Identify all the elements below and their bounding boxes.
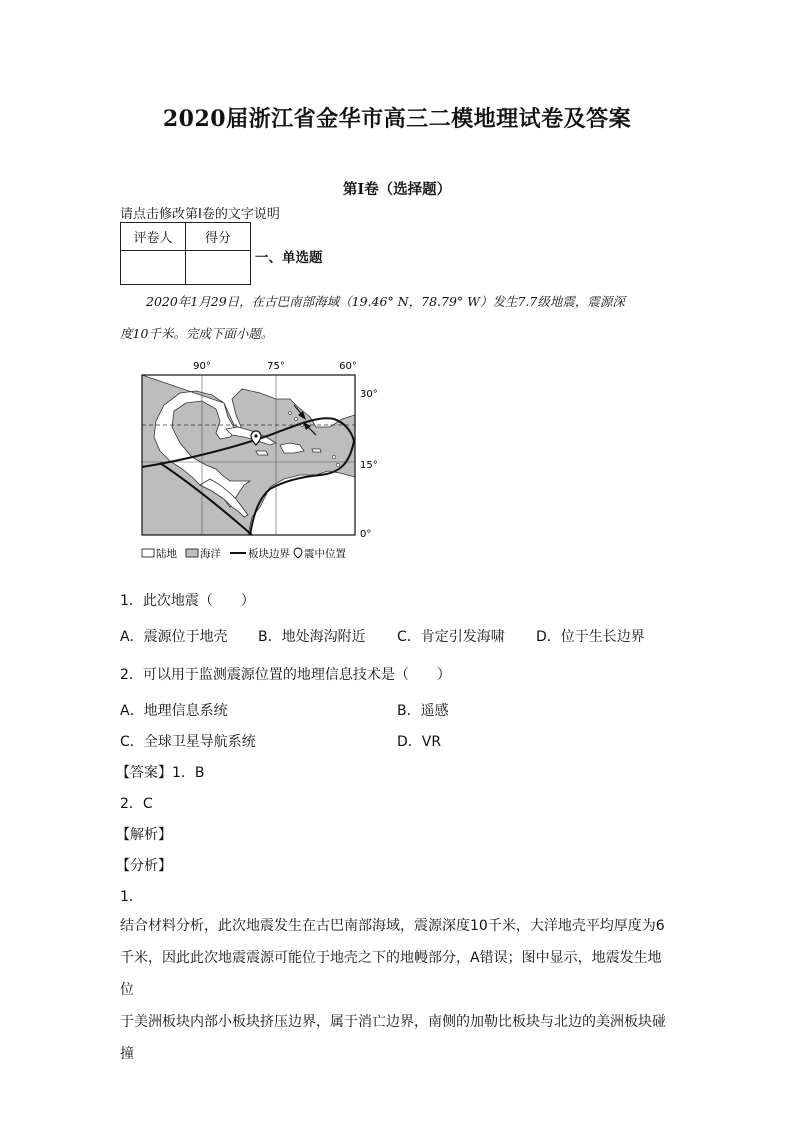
lon-label-75: 75° — [267, 361, 285, 372]
section-title: 第I卷（选择题） — [342, 181, 452, 198]
q1-option-a[interactable]: A．震源位于地壳 — [120, 629, 228, 645]
q2-option-a[interactable]: A．地理信息系统 — [120, 703, 228, 719]
legend-ocean-label: 海洋 — [200, 548, 221, 560]
jamaica-land — [256, 451, 268, 455]
part-heading: 一、单选题 — [255, 250, 323, 266]
lesser-antilles-island — [289, 412, 292, 415]
question-1-stem: 1．此次地震（ ） — [120, 593, 255, 609]
puerto-rico-land — [312, 449, 321, 452]
intro-line-2: 度10千米。完成下面小题。 — [120, 326, 274, 341]
caribbean-plate-map — [120, 357, 400, 567]
lesser-antilles-island — [295, 418, 298, 421]
explanation-line-3: 于美洲板块内部小板块挤压边界，属于消亡边界，南侧的加勒比板块与北边的美洲板块碰撞 — [120, 1014, 666, 1062]
q2-option-b[interactable]: B．遥感 — [397, 703, 449, 719]
legend-land-swatch — [142, 549, 154, 557]
intro-paragraph — [120, 286, 660, 350]
q2-option-c[interactable]: C．全球卫星导航系统 — [120, 734, 256, 750]
legend-boundary-label: 板块边界 — [248, 548, 290, 560]
legend-ocean-swatch — [186, 549, 198, 557]
q2-option-d[interactable]: D．VR — [397, 734, 442, 750]
score-header: 得分 — [186, 223, 251, 251]
section-hint[interactable]: 请点击修改第I卷的文字说明 — [120, 207, 280, 222]
score-cell[interactable] — [186, 251, 251, 285]
legend-epicenter-label: 震中位置 — [304, 548, 346, 560]
legend-epicenter-icon — [294, 548, 302, 558]
q1-option-d[interactable]: D．位于生长边界 — [536, 629, 645, 645]
document-title: 2020届浙江省金华市高三二模地理试卷及答案 — [162, 106, 632, 132]
answer-line-1: 【答案】1．B — [116, 765, 205, 781]
grader-cell[interactable] — [121, 251, 186, 285]
analysis-sub-label: 【分析】 — [116, 858, 172, 874]
lesser-antilles-island — [332, 455, 335, 458]
lon-label-60: 60° — [339, 361, 357, 372]
q1-option-b[interactable]: B．地处海沟附近 — [258, 629, 366, 645]
lat-label-15: 15° — [360, 460, 378, 471]
item-number: 1． — [120, 889, 143, 905]
explanation-line-2: 千米，因此此次地震震源可能位于地壳之下的地幔部分，A错误；图中显示，地震发生地位 — [120, 950, 662, 998]
lat-label-0: 0° — [360, 529, 372, 540]
lon-label-90: 90° — [193, 361, 211, 372]
explanation-line-1: 结合材料分析，此次地震发生在古巴南部海域，震源深度10千米，大洋地壳平均厚度为6 — [120, 918, 665, 934]
answer-line-2: 2．C — [120, 796, 153, 812]
intro-line-1: 2020年1月29日，在古巴南部海域（19.46° N，78.79° W）发生7.7级地震，震源深 — [146, 294, 625, 309]
question-2-stem: 2．可以用于监测震源位置的地理信息技术是（ ） — [120, 667, 451, 683]
lesser-antilles-island — [336, 463, 339, 466]
analysis-label: 【解析】 — [116, 827, 172, 843]
score-table — [120, 222, 251, 285]
q1-option-c[interactable]: C．肯定引发海啸 — [397, 629, 505, 645]
grader-header: 评卷人 — [121, 223, 186, 251]
explanation-paragraph — [120, 910, 674, 1070]
legend-land-label: 陆地 — [156, 548, 177, 560]
lat-label-30: 30° — [360, 389, 378, 400]
